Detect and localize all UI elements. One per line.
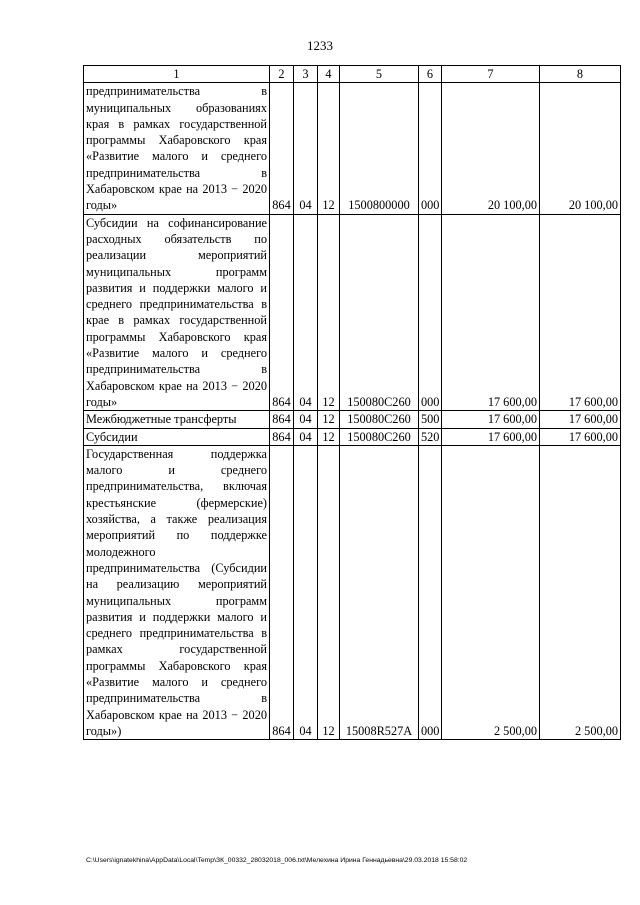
row-subsection: 12 (318, 214, 340, 411)
row-amount: 20 100,00 (442, 83, 540, 214)
row-expense-type: 000 (419, 214, 442, 411)
row-name: Субсидии на софинансирование расходных обязательств по реализации мероприятий муниципальных программ развития и поддержки малого и среднего предпринимательства в крае в рамках государственной программы Хабаровского края «Развитие малого и среднего предпринимательства в Хабаровском крае на 2013 − 2020 годы» (84, 214, 270, 411)
row-expense-type: 000 (419, 83, 442, 214)
row-target-article: 150080С260 (340, 214, 419, 411)
header-col-2: 2 (270, 66, 294, 83)
row-section: 04 (294, 428, 318, 445)
table-row (84, 445, 621, 739)
header-col-6: 6 (419, 66, 442, 83)
row-target-article: 150080С260 (340, 411, 419, 428)
row-name: предпринимательства в муниципальных образованиях края в рамках государственной программы Хабаровского края «Развитие малого и среднего предпринимательства в Хабаровском крае на 2013 − 2020 годы» (84, 83, 270, 214)
row-amount: 2 500,00 (442, 445, 540, 739)
row-subsection: 12 (318, 445, 340, 739)
row-ministry: 864 (270, 214, 294, 411)
row-amount: 17 600,00 (442, 411, 540, 428)
row-subsection: 12 (318, 428, 340, 445)
header-col-7: 7 (442, 66, 540, 83)
row-target-article: 150080С260 (340, 428, 419, 445)
row-amount-total: 20 100,00 (540, 83, 621, 214)
row-expense-type: 520 (419, 428, 442, 445)
row-expense-type: 500 (419, 411, 442, 428)
row-section: 04 (294, 445, 318, 739)
row-amount-total: 17 600,00 (540, 411, 621, 428)
header-col-8: 8 (540, 66, 621, 83)
row-section: 04 (294, 214, 318, 411)
row-amount: 17 600,00 (442, 428, 540, 445)
row-section: 04 (294, 411, 318, 428)
page-number: 1233 (307, 38, 333, 53)
row-target-article: 1500800000 (340, 83, 419, 214)
header-col-1: 1 (84, 66, 270, 83)
row-subsection: 12 (318, 83, 340, 214)
header-col-5: 5 (340, 66, 419, 83)
row-ministry: 864 (270, 428, 294, 445)
header-col-4: 4 (318, 66, 340, 83)
table-row (84, 411, 621, 428)
row-ministry: 864 (270, 445, 294, 739)
row-amount-total: 17 600,00 (540, 428, 621, 445)
header-col-3: 3 (294, 66, 318, 83)
row-ministry: 864 (270, 83, 294, 214)
table-row (84, 214, 621, 411)
row-target-article: 15008R527A (340, 445, 419, 739)
row-name: Субсидии (84, 428, 270, 445)
row-ministry: 864 (270, 411, 294, 428)
row-section: 04 (294, 83, 318, 214)
budget-table (83, 65, 621, 740)
table-row (84, 83, 621, 214)
row-expense-type: 000 (419, 445, 442, 739)
row-amount-total: 2 500,00 (540, 445, 621, 739)
header-row (84, 66, 621, 83)
row-amount: 17 600,00 (442, 214, 540, 411)
row-name: Государственная поддержка малого и среднего предпринимательства, включая крестьянские (фермерские) хозяйства, а также реализация мероприятий по поддержке молодежного предпринимательства (Субсидии на реализацию мероприятий муниципальных программ развития и поддержки малого и среднего предпринимательства в рамках государственной программы Хабаровского края «Развитие малого и среднего предпринимательства в Хабаровском крае на 2013 − 2020 годы») (84, 445, 270, 739)
row-subsection: 12 (318, 411, 340, 428)
row-name: Межбюджетные трансферты (84, 411, 270, 428)
table-row (84, 428, 621, 445)
file-path-footer: C:\Users\ignatekhina\AppData\Local\Temp\ЗК_00332_28032018_006.txt\Мелехина Ирина Геннадьевна\29.03.2018 15:58:02 (86, 857, 468, 864)
row-amount-total: 17 600,00 (540, 214, 621, 411)
